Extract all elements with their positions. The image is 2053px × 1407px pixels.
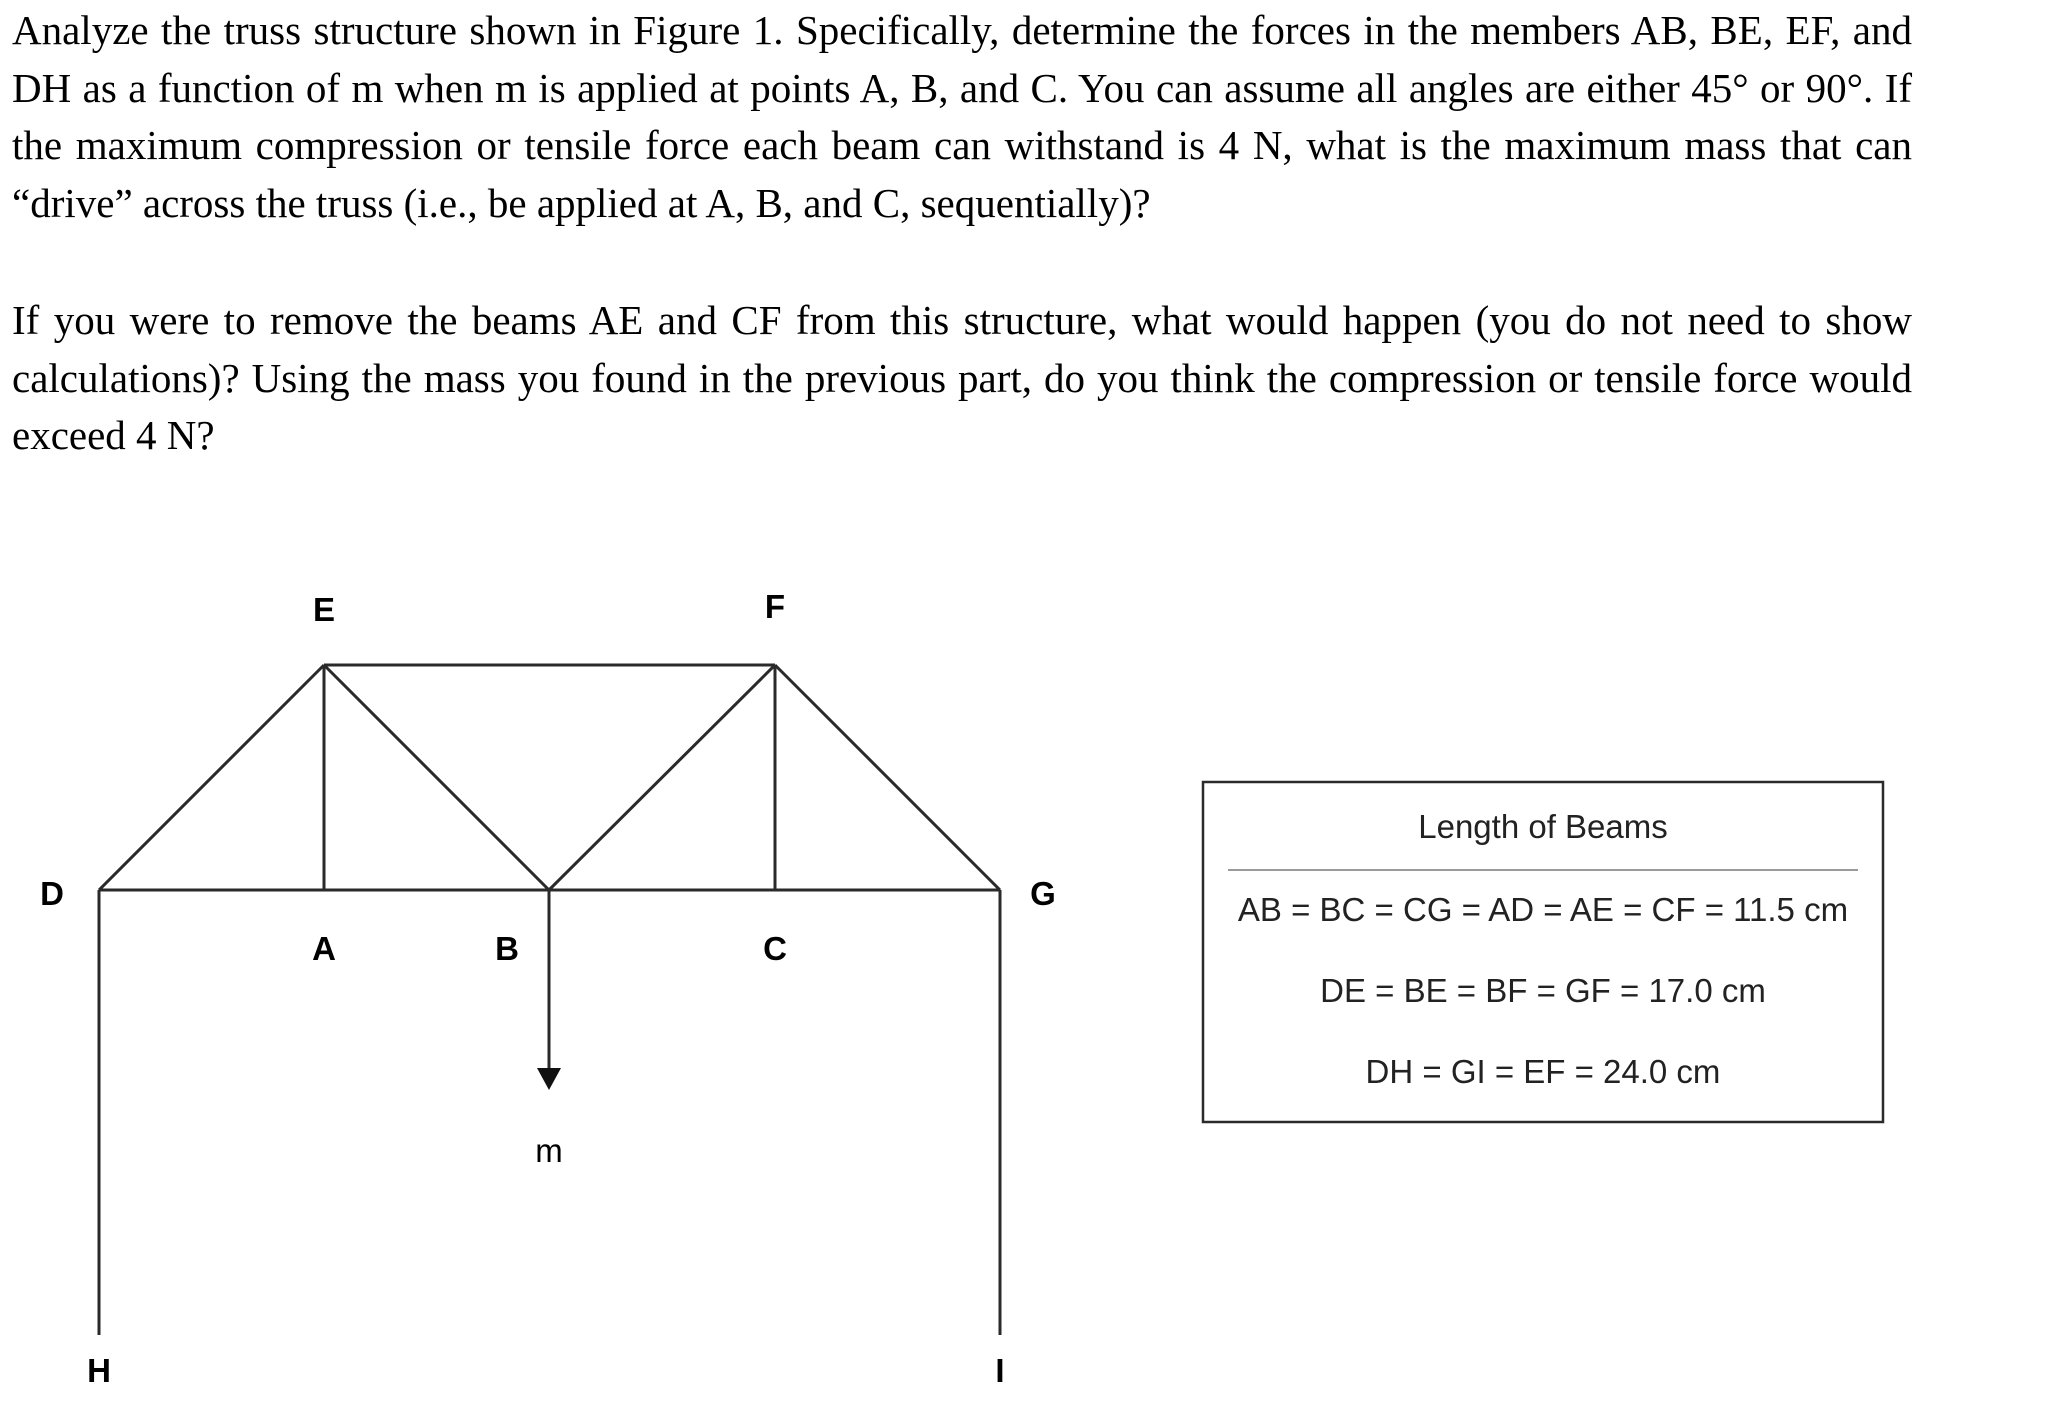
node-label-C: C bbox=[763, 930, 787, 967]
member-DE bbox=[99, 665, 324, 890]
node-label-A: A bbox=[312, 930, 336, 967]
node-label-G: G bbox=[1030, 875, 1056, 912]
node-label-H: H bbox=[87, 1352, 111, 1389]
member-BE bbox=[324, 665, 549, 890]
node-label-I: I bbox=[995, 1352, 1005, 1389]
beam-table-title: Length of Beams bbox=[1418, 808, 1668, 845]
node-label-B: B bbox=[495, 930, 519, 967]
beam-table-row-1: AB = BC = CG = AD = AE = CF = 11.5 cm bbox=[1237, 891, 1849, 928]
load-arrow-head bbox=[537, 1068, 561, 1090]
beam-length-table bbox=[1203, 782, 1883, 1122]
question-paragraph-2: If you were to remove the beams AE and CF from this structure, what would happen (you do not need to show calculations)? Using the mass you found in the previous part, do you think the compression or tensile force would exceed 4 N? bbox=[12, 297, 1912, 458]
truss-members bbox=[99, 665, 1000, 1335]
beam-table-row-3: DH = GI = EF = 24.0 cm bbox=[1365, 1053, 1721, 1090]
beam-table-row-2: DE = BE = BF = GF = 17.0 cm bbox=[1320, 972, 1766, 1009]
node-label-E: E bbox=[312, 591, 336, 628]
node-label-D: D bbox=[40, 875, 64, 912]
member-FG bbox=[775, 665, 1000, 890]
node-label-F: F bbox=[764, 588, 786, 625]
load-label-m: m bbox=[535, 1132, 563, 1169]
member-BF bbox=[549, 665, 775, 890]
question-paragraph-1: Analyze the truss structure shown in Figure 1. Specifically, determine the forces in the members AB, BE, EF, and DH as a function of m when m is applied at points A, B, and C. You can assume all angles are either 45° or 90°. If the maximum compression or tensile force each beam can withstand is 4 N, what is the maximum mass that can “drive” across the truss (i.e., be applied at A, B, and C, sequentially)? bbox=[12, 7, 1912, 226]
